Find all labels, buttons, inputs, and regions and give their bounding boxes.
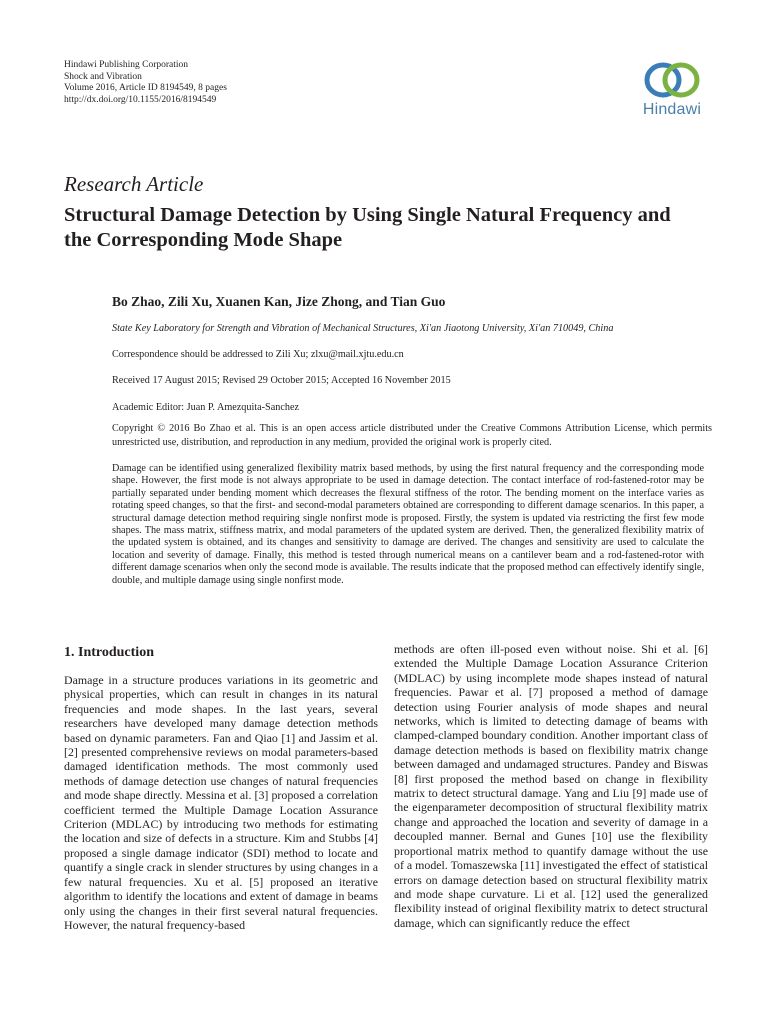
article-type: Research Article — [64, 172, 204, 196]
hindawi-rings-icon — [641, 60, 703, 100]
author-list: Bo Zhao, Zili Xu, Xuanen Kan, Jize Zhong, and Tian Guo — [112, 294, 446, 309]
publisher-name: Hindawi Publishing Corporation — [64, 60, 189, 70]
intro-paragraph-left: Damage in a structure produces variations in its geometric and physical properties, which can result in changes in its natural frequencies and mode shapes. In the last years, several researchers have developed many damage detection methods based on dynamic parameters. Fan and Qiao [1] and Jassim et al. [2] presented comprehensive reviews on modal parameters-based damaged identification methods. The most commonly used methods of damage detection use changes of natural frequencies and mode shape directly. Messina et al. [3] proposed a correlation coefficient termed the Multiple Damage Location Assurance Criterion (MDLAC) by introducing two methods for estimating the location and size of defects in a structure. Kim and Stubbs [4] proposed a single damage indicator (SDI) method to locate and quantify a single crack in slender structures by using changes in a few natural frequencies. Xu et al. [5] proposed an iterative algorithm to identify the locations and extent of damage in beams only using the changes in their first several natural frequencies. However, the natural frequency-based — [64, 673, 378, 932]
journal-info — [64, 60, 227, 106]
article-title: Structural Damage Detection by Using Single Natural Frequency and the Corresponding Mode Shape — [64, 204, 671, 251]
doi-link[interactable]: http://dx.doi.org/10.1155/2016/8194549 — [64, 94, 217, 105]
copyright-notice: Copyright © 2016 Bo Zhao et al. This is an open access article distributed under the Creative Commons Attribution License, which permits unrestricted use, distribution, and reproduction in any medium, provided the original work is properly cited. — [112, 423, 712, 448]
logo-wordmark: Hindawi — [642, 101, 702, 118]
journal-name: Shock and Vibration — [64, 71, 142, 82]
intro-paragraph-right: methods are often ill-posed even without noise. Shi et al. [6] extended the Multiple Damage Location Assurance Criterion (MDLAC) by using incomplete mode shapes instead of natural frequencies. Pawar et al. [7] proposed a method of damage detection using Fourier analysis of mode shapes and neural networks, which is limited to detecting damage of beams with clamped-clamped boundary condition. Another important class of damage detection methods is based on flexibility matrix change between damaged and undamaged structures. Pandey and Biswas [8] first proposed the method based on change in flexibility matrix to detect structural damage. Yang and Liu [9] made use of the eigenparameter decomposition of structural flexibility matrix change and approached the location and severity of damage in a decoupled manner. Bernal and Gunes [10] use the flexibility proportional matrix method to quantify damage without the use of a model. Tomaszewska [11] investigated the effect of statistical errors on damage detection based on structural flexibility matrix and mode shape curvature. Li et al. [12] used the generalized flexibility instead of original flexibility matrix to detect structural damage, which can significantly reduce the effect — [394, 642, 708, 930]
article-dates: Received 17 August 2015; Revised 29 October 2015; Accepted 16 November 2015 — [112, 375, 451, 386]
affiliation: State Key Laboratory for Strength and Vibration of Mechanical Structures, Xi'an Jiaotong University, Xi'an 710049, China — [112, 323, 614, 334]
left-column — [64, 645, 378, 932]
correspondence: Correspondence should be addressed to Zili Xu; zlxu@mail.xjtu.edu.cn — [112, 349, 404, 360]
academic-editor: Academic Editor: Juan P. Amezquita-Sanchez — [112, 402, 299, 413]
hindawi-logo — [632, 60, 712, 135]
volume-info: Volume 2016, Article ID 8194549, 8 pages — [64, 83, 227, 93]
section-heading: 1. Introduction — [64, 645, 154, 660]
abstract: Damage can be identified using generalized flexibility matrix based methods, by using the first natural frequency and the corresponding mode shape. However, the first mode is not always appropriate to be used in damage detection. The contact interface of rod-fastened-rotor may be partially separated under bending moment which decreases the flexural stiffness of the rotor. The bending moment on the interface varies as rotating speed changes, so that the first- and second-modal parameters obtained are corresponding to different damage scenarios. In this paper, a structural damage detection method requiring single nonfirst mode is proposed. Firstly, the system is updated via restricting the first few mode shapes. The mass matrix, stiffness matrix, and modal parameters of the updated system are derived. Then, the generalized flexibility matrix of the updated system is obtained, and its changes and sensitivity to damage are derived. The changes and sensitivity are used to calculate the location and severity of damage. Finally, this method is tested through numerical means on a cantilever beam and a rod-fastened-rotor with different damage scenarios when only the second mode is available. The results indicate that the proposed method can effectively identify single, double, and multiple damage using single nonfirst mode. — [112, 463, 704, 586]
right-column — [394, 642, 708, 930]
